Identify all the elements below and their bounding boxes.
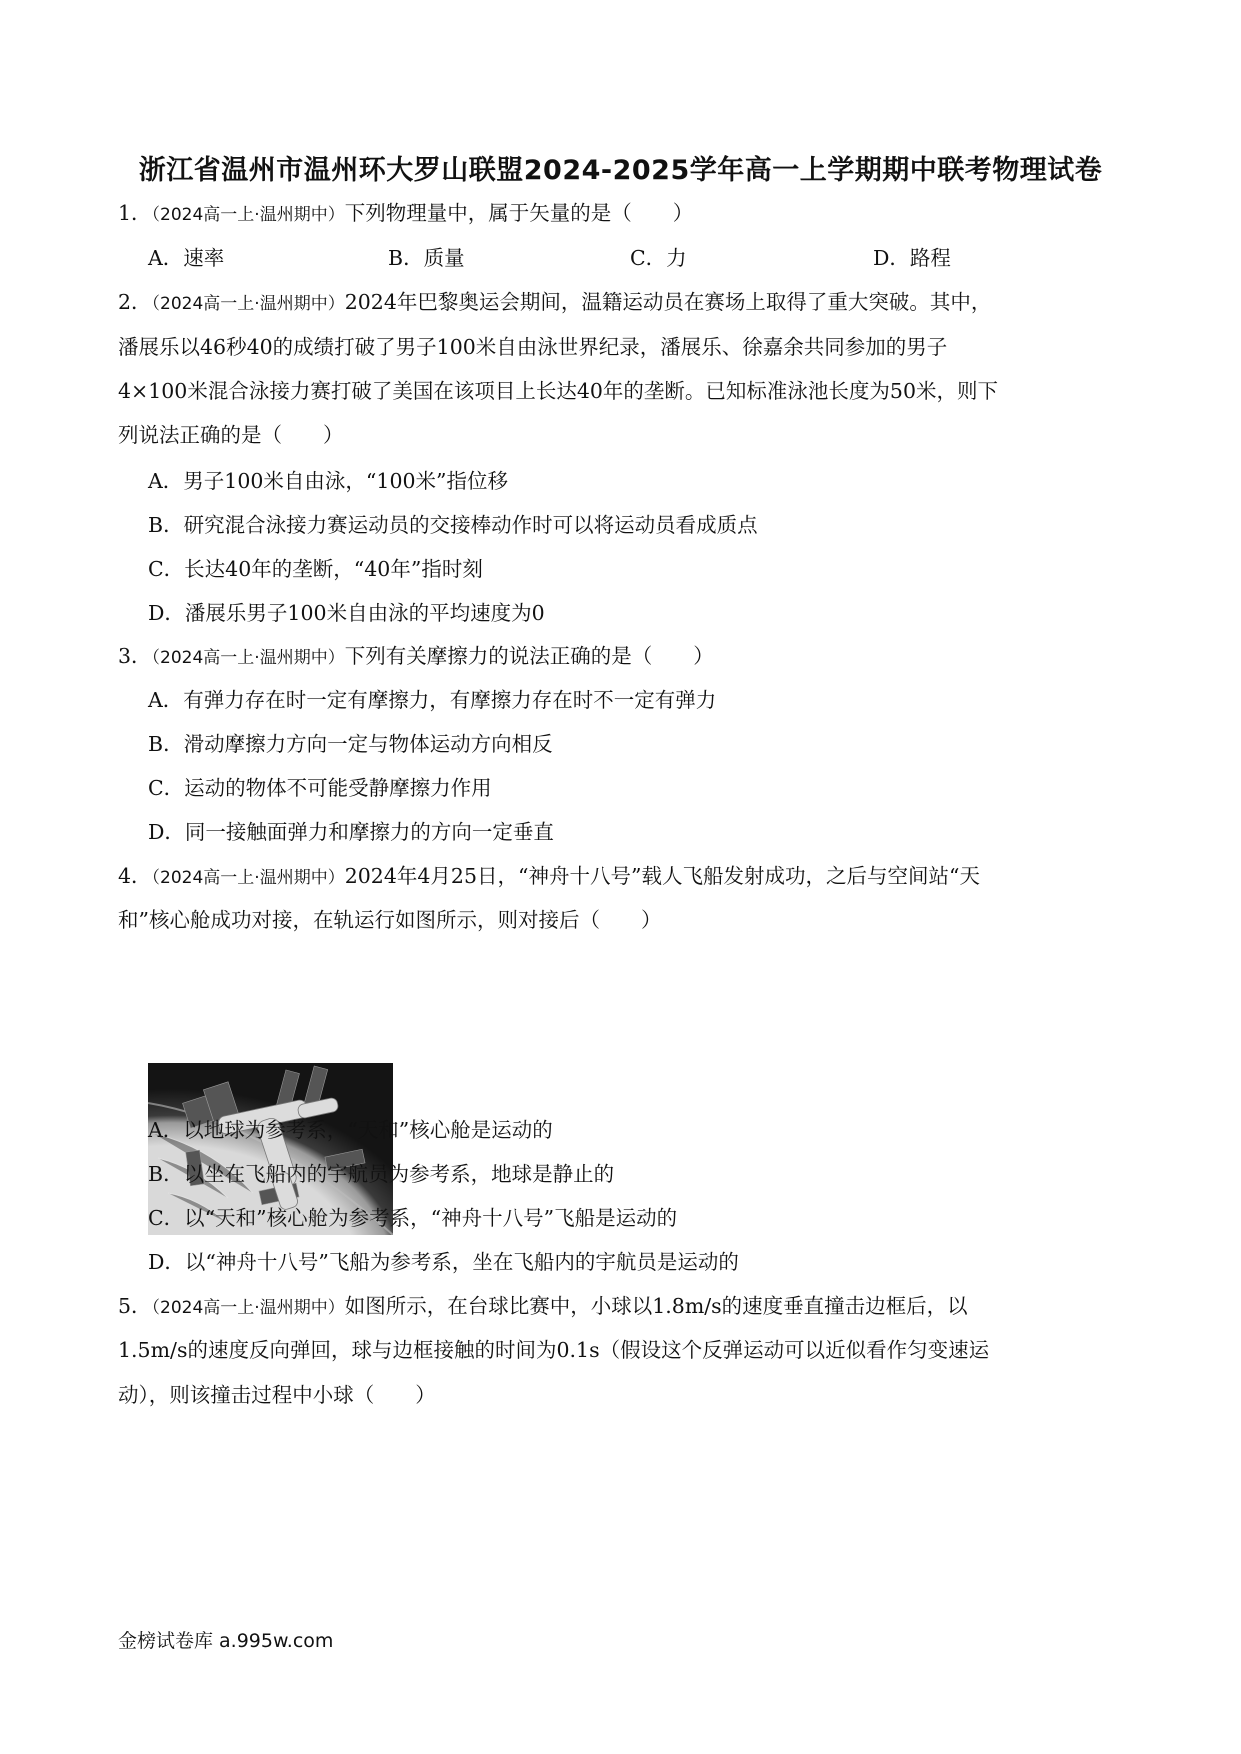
option-b: B．质量 bbox=[388, 246, 465, 270]
option-d: D．以“神舟十八号”飞船为参考系，坐在飞船内的宇航员是运动的 bbox=[148, 1250, 739, 1274]
question-text: 下列物理量中，属于矢量的是（ ） bbox=[344, 201, 694, 225]
question-number: 1． bbox=[118, 201, 152, 225]
page-footer: 金榜试卷库 a.995w.com bbox=[118, 1630, 334, 1652]
option-c: C．以“天和”核心舱为参考系，“神舟十八号”飞船是运动的 bbox=[148, 1206, 678, 1230]
option-b: B．研究混合泳接力赛运动员的交接棒动作时可以将运动员看成质点 bbox=[148, 513, 758, 537]
question-text-line: 和”核心舱成功对接，在轨运行如图所示，则对接后（ ） bbox=[118, 908, 662, 932]
question-source: （2024高一上·温州期中） bbox=[151, 868, 345, 888]
option-d: D．路程 bbox=[873, 246, 951, 270]
question-text-line: 列说法正确的是（ ） bbox=[118, 423, 344, 447]
option-a: A．男子100米自由泳，“100米”指位移 bbox=[148, 469, 509, 493]
question-text: 2024年4月25日，“神舟十八号”载人飞船发射成功，之后与空间站“天 bbox=[344, 864, 980, 888]
question-source: （2024高一上·温州期中） bbox=[151, 294, 345, 314]
option-b: B．以坐在飞船内的宇航员为参考系，地球是静止的 bbox=[148, 1162, 615, 1186]
option-a: A．速率 bbox=[148, 246, 225, 270]
question-text-line: 4×100米混合泳接力赛打破了美国在该项目上长达40年的垄断。已知标准泳池长度为50米，则下 bbox=[118, 379, 999, 403]
question-5 bbox=[118, 1291, 968, 1323]
question-text: 如图所示，在台球比赛中，小球以1.8m/s的速度垂直撞击边框后，以 bbox=[344, 1294, 968, 1318]
option-c: C．力 bbox=[630, 246, 687, 270]
question-1 bbox=[118, 198, 693, 230]
option-a: A．有弹力存在时一定有摩擦力，有摩擦力存在时不一定有弹力 bbox=[148, 688, 717, 712]
question-number: 2． bbox=[118, 290, 152, 314]
question-source: （2024高一上·温州期中） bbox=[151, 648, 345, 668]
question-2 bbox=[118, 287, 991, 319]
option-a: A．以地球为参考系，“天和”核心舱是运动的 bbox=[148, 1118, 553, 1142]
question-source: （2024高一上·温州期中） bbox=[151, 1298, 345, 1318]
question-3 bbox=[118, 641, 714, 673]
question-number: 5． bbox=[118, 1294, 152, 1318]
question-number: 3． bbox=[118, 644, 152, 668]
page-title: 浙江省温州市温州环大罗山联盟2024-2025学年高一上学期期中联考物理试卷 bbox=[138, 155, 1103, 186]
question-text: 2024年巴黎奥运会期间，温籍运动员在赛场上取得了重大突破。其中， bbox=[344, 290, 992, 314]
question-text: 下列有关摩擦力的说法正确的是（ ） bbox=[344, 644, 714, 668]
question-text-line: 潘展乐以46秒40的成绩打破了男子100米自由泳世界纪录，潘展乐、徐嘉余共同参加的男子 bbox=[118, 335, 948, 359]
option-c: C．长达40年的垄断，“40年”指时刻 bbox=[148, 557, 483, 581]
question-source: （2024高一上·温州期中） bbox=[151, 205, 345, 225]
option-c: C．运动的物体不可能受静摩擦力作用 bbox=[148, 776, 492, 800]
option-d: D．同一接触面弹力和摩擦力的方向一定垂直 bbox=[148, 820, 554, 844]
option-d: D．潘展乐男子100米自由泳的平均速度为0 bbox=[148, 601, 545, 625]
question-text-line: 1.5m/s的速度反向弹回，球与边框接触的时间为0.1s（假设这个反弹运动可以近似看作匀变速运 bbox=[118, 1338, 990, 1362]
question-text-line: 动），则该撞击过程中小球（ ） bbox=[118, 1383, 436, 1407]
option-b: B．滑动摩擦力方向一定与物体运动方向相反 bbox=[148, 732, 553, 756]
question-number: 4． bbox=[118, 864, 152, 888]
question-4 bbox=[118, 861, 980, 893]
